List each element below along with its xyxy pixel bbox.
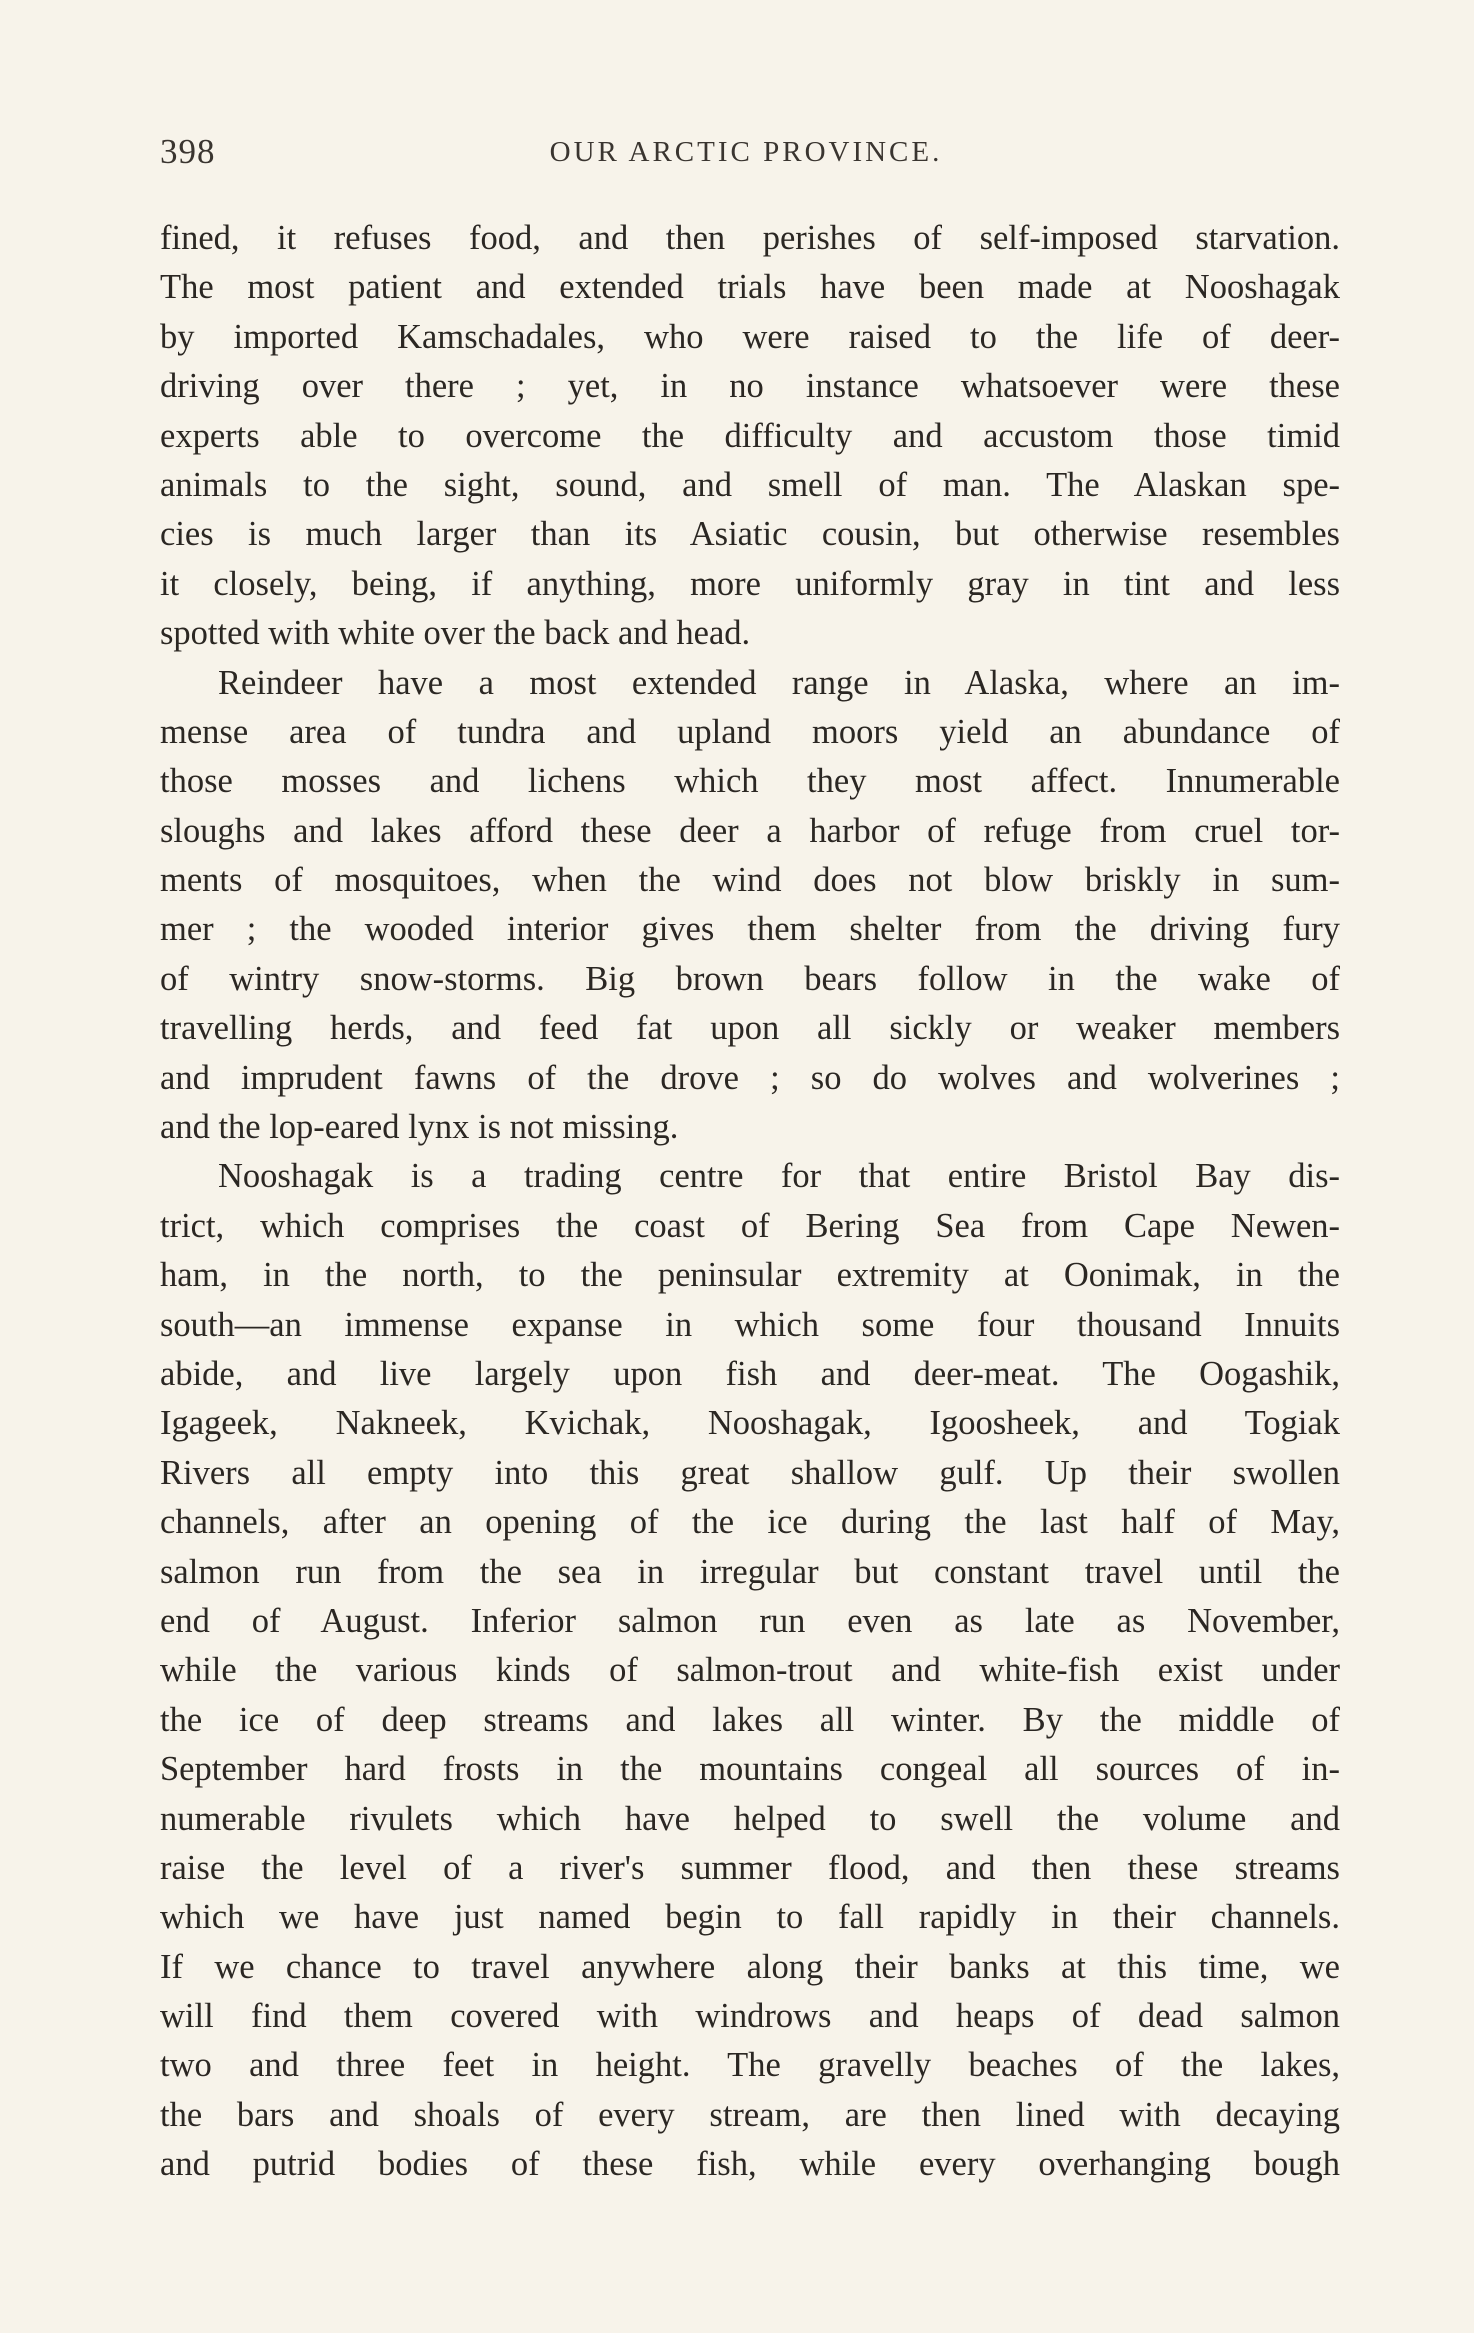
text-line: by imported Kamschadales, who were raised to the life of deer- xyxy=(160,317,1340,356)
text-line: it closely, being, if anything, more uniformly gray in tint and less xyxy=(160,564,1340,603)
text-line: trict, which comprises the coast of Bering Sea from Cape Newen- xyxy=(160,1206,1340,1245)
text-line: Rivers all empty into this great shallow gulf. Up their swollen xyxy=(160,1453,1340,1492)
paragraph xyxy=(160,659,1340,1153)
body-text xyxy=(160,214,1340,2190)
text-line: Reindeer have a most extended range in Alaska, where an im- xyxy=(218,663,1340,702)
text-line: The most patient and extended trials have been made at Nooshagak xyxy=(160,268,1340,307)
text-line: the bars and shoals of every stream, are then lined with decaying xyxy=(160,2095,1340,2134)
text-line: experts able to overcome the difficulty and accustom those timid xyxy=(160,416,1340,455)
text-line: ments of mosquitoes, when the wind does not blow briskly in sum- xyxy=(160,861,1340,900)
paragraph xyxy=(160,214,1340,659)
text-line: and imprudent fawns of the drove ; so do wolves and wolverines ; xyxy=(160,1058,1340,1097)
text-line: and the lop-eared lynx is not missing. xyxy=(160,1108,679,1147)
text-line: ham, in the north, to the peninsular extremity at Oonimak, in the xyxy=(160,1256,1340,1295)
text-line: mense area of tundra and upland moors yield an abundance of xyxy=(160,712,1340,751)
text-line: and putrid bodies of these fish, while every overhanging bough xyxy=(160,2145,1340,2184)
paragraph xyxy=(160,1152,1340,2189)
text-line: fined, it refuses food, and then perishes of self-imposed starvation. xyxy=(160,219,1340,257)
text-line: animals to the sight, sound, and smell of man. The Alaskan spe- xyxy=(160,465,1340,504)
text-line: Igageek, Nakneek, Kvichak, Nooshagak, Igoosheek, and Togiak xyxy=(160,1404,1340,1443)
text-line: numerable rivulets which have helped to swell the volume and xyxy=(160,1799,1340,1838)
text-line: September hard frosts in the mountains congeal all sources of in- xyxy=(160,1750,1340,1789)
text-line: two and three feet in height. The gravelly beaches of the lakes, xyxy=(160,2046,1340,2085)
running-title: OUR ARCTIC PROVINCE. xyxy=(549,136,943,168)
text-line: while the various kinds of salmon-trout and white-fish exist under xyxy=(160,1651,1340,1690)
text-line: south—an immense expanse in which some four thousand Innuits xyxy=(160,1305,1340,1344)
text-line: salmon run from the sea in irregular but constant travel until the xyxy=(160,1552,1340,1591)
text-line: abide, and live largely upon fish and deer-meat. The Oogashik, xyxy=(160,1354,1340,1393)
running-head xyxy=(160,132,1332,172)
text-line: will find them covered with windrows and heaps of dead salmon xyxy=(160,1997,1340,2036)
text-line: mer ; the wooded interior gives them shelter from the driving fury xyxy=(160,910,1340,949)
text-line: the ice of deep streams and lakes all winter. By the middle of xyxy=(160,1700,1340,1739)
text-line: which we have just named begin to fall rapidly in their channels. xyxy=(160,1898,1340,1937)
text-line: cies is much larger than its Asiatic cousin, but otherwise resembles xyxy=(160,515,1340,554)
text-line: channels, after an opening of the ice during the last half of May, xyxy=(160,1503,1340,1542)
text-line: raise the level of a river's summer flood, and then these streams xyxy=(160,1848,1340,1887)
text-line: those mosses and lichens which they most affect. Innumerable xyxy=(160,762,1340,801)
page-number: 398 xyxy=(160,132,216,171)
text-line: of wintry snow-storms. Big brown bears follow in the wake of xyxy=(160,959,1340,998)
text-line: sloughs and lakes afford these deer a harbor of refuge from cruel tor- xyxy=(160,811,1340,850)
text-line: If we chance to travel anywhere along their banks at this time, we xyxy=(160,1947,1340,1986)
text-line: spotted with white over the back and head. xyxy=(160,614,751,653)
text-line: driving over there ; yet, in no instance whatsoever were these xyxy=(160,367,1340,406)
text-line: end of August. Inferior salmon run even as late as November, xyxy=(160,1601,1340,1640)
text-line: travelling herds, and feed fat upon all sickly or weaker members xyxy=(160,1009,1340,1048)
text-line: Nooshagak is a trading centre for that entire Bristol Bay dis- xyxy=(218,1157,1340,1196)
